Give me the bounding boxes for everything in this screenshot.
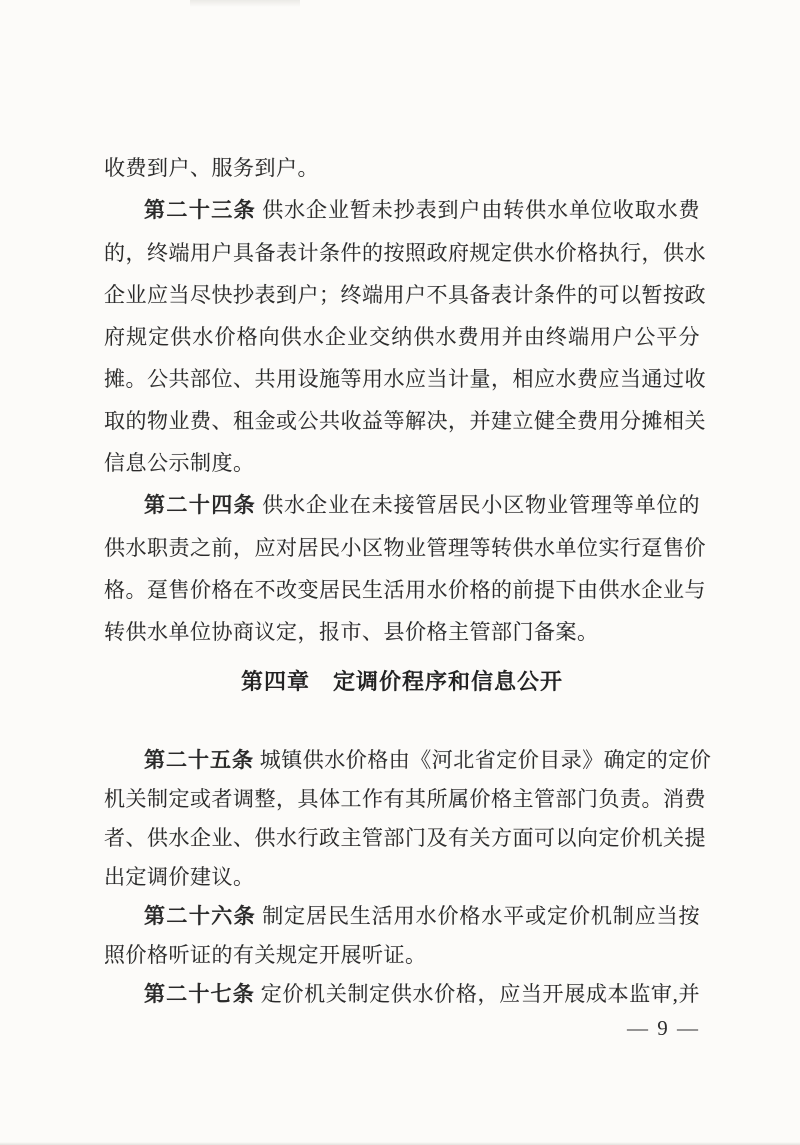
- text-line: 取的物业费、租金或公共收益等解决，并建立健全费用分摊相关: [104, 409, 706, 433]
- text-line: 第二十七条 定价机关制定供水价格，应当开展成本监审,并: [144, 982, 701, 1006]
- text-line: 第二十四条 供水企业在未接管居民小区物业管理等单位的: [144, 493, 701, 517]
- body-block-lower: [104, 741, 712, 1014]
- text-line: 第二十五条 城镇供水价格由《河北省定价目录》确定的定价: [144, 748, 712, 772]
- text-line: 格。趸售价格在不改变居民生活用水价格的前提下由供水企业与: [104, 578, 706, 602]
- text-line: 第二十三条 供水企业暂未抄表到户由转供水单位收取水费: [144, 198, 701, 222]
- chapter-heading: 第四章 定调价程序和信息公开: [240, 669, 563, 694]
- article-number-label: 第二十三条: [144, 199, 257, 222]
- scan-artifact-top: [190, 0, 300, 7]
- text-line: 信息公示制度。: [104, 451, 255, 475]
- text-line: 府规定供水价格向供水企业交纳供水费用并由终端用户公平分: [104, 325, 700, 349]
- text-line: 出定调价建议。: [104, 865, 255, 889]
- text-line: 照价格听证的有关规定开展听证。: [104, 943, 427, 967]
- page-number: — 9 —: [627, 1016, 700, 1040]
- text-line: 转供水单位协商议定，报市、县价格主管部门备案。: [104, 620, 599, 644]
- text-line: 第二十六条 制定居民生活用水价格水平或定价机制应当按: [144, 904, 701, 928]
- text-line: 机关制定或者调整，具体工作有其所属价格主管部门负责。消费: [104, 787, 706, 811]
- article-number-label: 第二十五条: [144, 749, 254, 772]
- body-block-upper: [104, 147, 706, 653]
- text-line: 收费到户、服务到户。: [104, 156, 319, 180]
- article-number-label: 第二十四条: [144, 494, 257, 517]
- article-number-label: 第二十六条: [144, 905, 257, 928]
- text-line: 摊。公共部位、共用设施等用水应当计量，相应水费应当通过收: [104, 367, 706, 391]
- text-line: 企业应当尽快抄表到户；终端用户不具备表计条件的可以暂按政: [104, 283, 706, 307]
- text-line: 供水职责之前，应对居民小区物业管理等转供水单位实行趸售价: [104, 536, 706, 560]
- text-line: 的，终端用户具备表计条件的按照政府规定供水价格执行，供水: [104, 241, 706, 265]
- text-line: 者、供水企业、供水行政主管部门及有关方面可以向定价机关提: [104, 826, 706, 850]
- article-number-label: 第二十七条: [144, 983, 255, 1006]
